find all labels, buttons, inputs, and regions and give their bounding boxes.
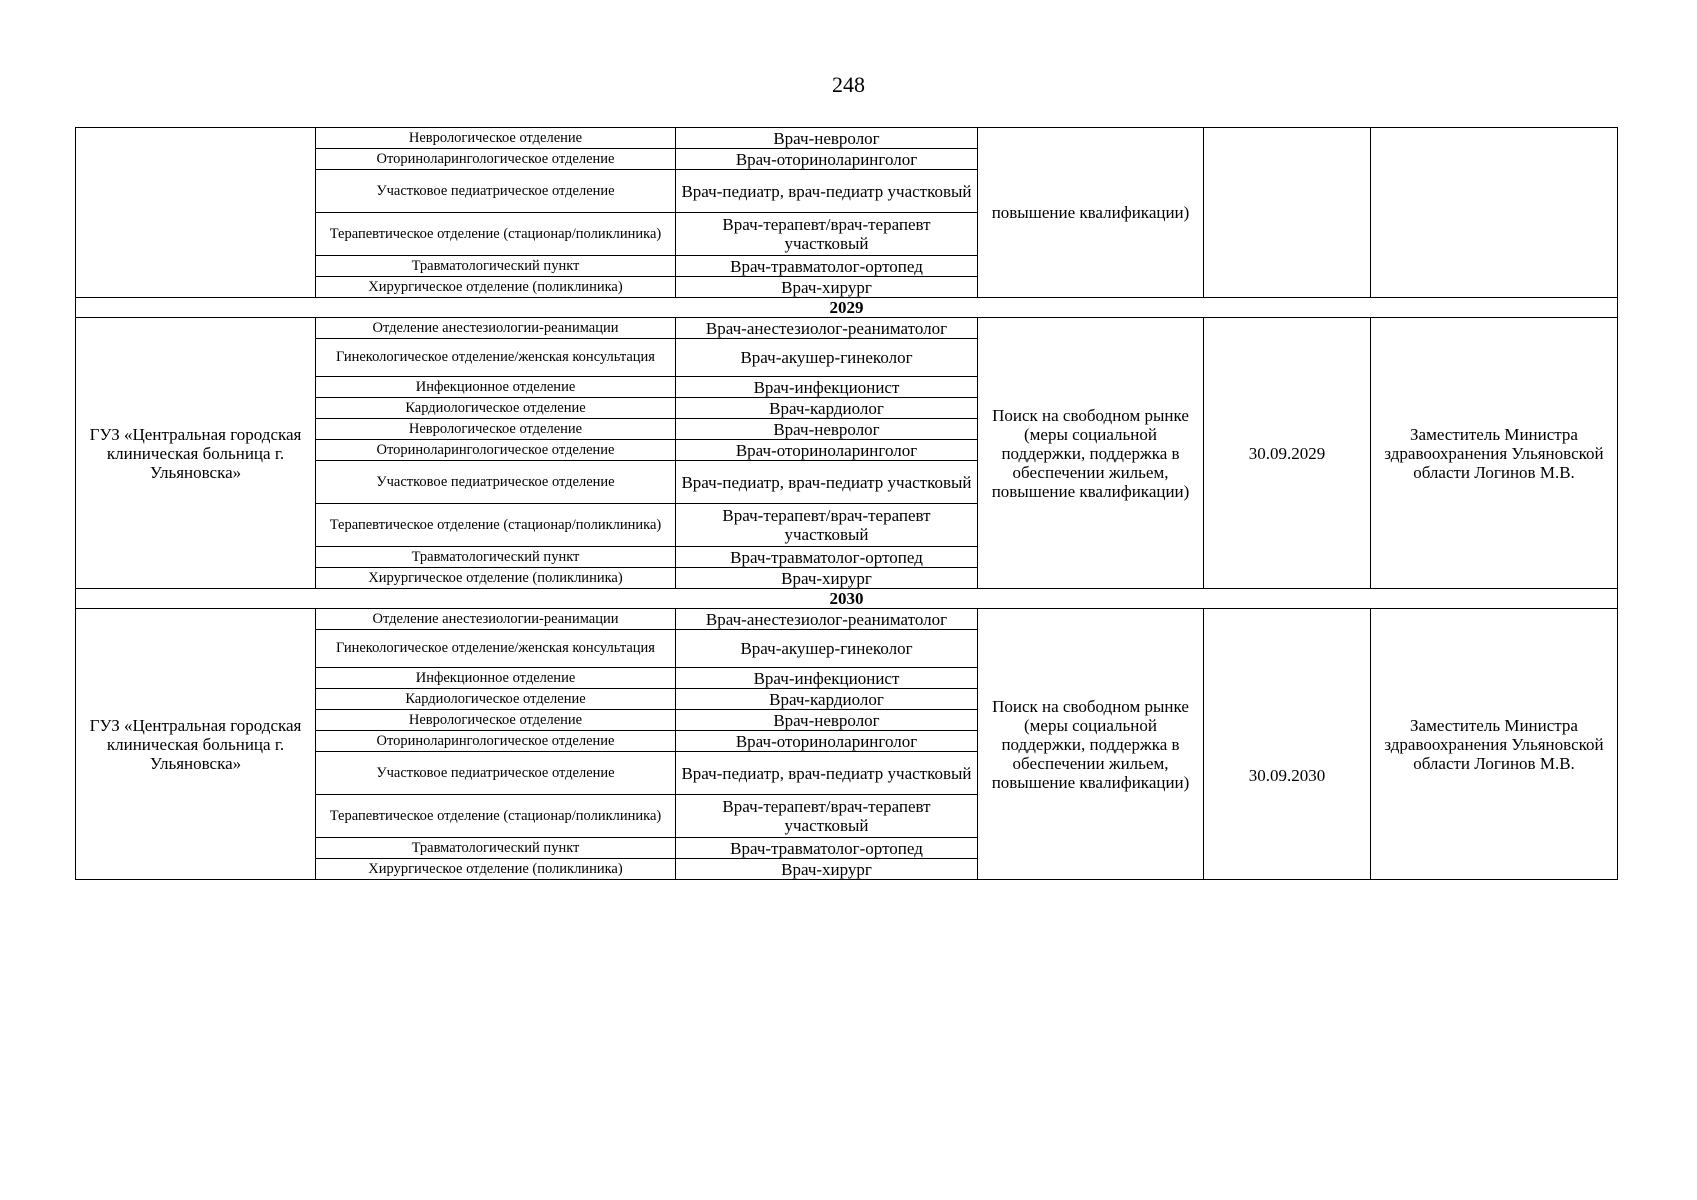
position-cell: Врач-травматолог-ортопед (676, 547, 978, 568)
department-cell: Терапевтическое отделение (стационар/поликлиника) (316, 795, 676, 838)
responsible-cell: Заместитель Министра здравоохранения Ульяновской области Логинов М.В. (1371, 318, 1618, 589)
institution-cell: ГУЗ «Центральная городская клиническая больница г. Ульяновска» (76, 318, 316, 589)
department-cell: Гинекологическое отделение/женская консультация (316, 339, 676, 377)
measures-cell: Поиск на свободном рынке (меры социальной поддержки, поддержка в обеспечении жильем, повышение квалификации) (978, 609, 1204, 880)
department-cell: Терапевтическое отделение (стационар/поликлиника) (316, 213, 676, 256)
responsible-cell: Заместитель Министра здравоохранения Ульяновской области Логинов М.В. (1371, 609, 1618, 880)
year-heading: 2029 (76, 298, 1618, 318)
position-cell: Врач-кардиолог (676, 689, 978, 710)
department-cell: Оториноларингологическое отделение (316, 149, 676, 170)
position-cell: Врач-акушер-гинеколог (676, 630, 978, 668)
department-cell: Хирургическое отделение (поликлиника) (316, 277, 676, 298)
year-row (76, 298, 1618, 318)
position-cell: Врач-педиатр, врач-педиатр участковый (676, 461, 978, 504)
deadline-cell (1204, 318, 1371, 589)
position-cell: Врач-инфекционист (676, 668, 978, 689)
measures-cell: повышение квалификации) (978, 128, 1204, 298)
position-cell: Врач-травматолог-ортопед (676, 838, 978, 859)
page-number: 248 (832, 72, 865, 97)
department-cell: Участковое педиатрическое отделение (316, 752, 676, 795)
department-cell: Неврологическое отделение (316, 128, 676, 149)
department-cell: Отделение анестезиологии-реанимации (316, 318, 676, 339)
institution-cell: ГУЗ «Центральная городская клиническая больница г. Ульяновска» (76, 609, 316, 880)
position-cell: Врач-невролог (676, 710, 978, 731)
position-cell: Врач-терапевт/врач-терапевт участковый (676, 213, 978, 256)
department-cell: Участковое педиатрическое отделение (316, 170, 676, 213)
position-cell: Врач-акушер-гинеколог (676, 339, 978, 377)
position-cell: Врач-невролог (676, 419, 978, 440)
department-cell: Кардиологическое отделение (316, 398, 676, 419)
deadline-date: 30.09.2030 (1248, 765, 1326, 785)
position-cell: Врач-оториноларинголог (676, 149, 978, 170)
responsible-cell (1371, 128, 1618, 298)
deadline-cell (1204, 609, 1371, 880)
deadline-cell (1204, 128, 1371, 298)
table-body (76, 128, 1618, 880)
measures-cell: Поиск на свободном рынке (меры социальной поддержки, поддержка в обеспечении жильем, повышение квалификации) (978, 318, 1204, 589)
department-cell: Оториноларингологическое отделение (316, 731, 676, 752)
position-cell: Врач-терапевт/врач-терапевт участковый (676, 504, 978, 547)
table-row (76, 318, 1618, 339)
table-row (76, 609, 1618, 630)
position-cell: Врач-анестезиолог-реаниматолог (676, 318, 978, 339)
department-cell: Хирургическое отделение (поликлиника) (316, 568, 676, 589)
position-cell: Врач-инфекционист (676, 377, 978, 398)
position-cell: Врач-педиатр, врач-педиатр участковый (676, 170, 978, 213)
staffing-plan-table (75, 127, 1618, 880)
department-cell: Хирургическое отделение (поликлиника) (316, 859, 676, 880)
year-row (76, 589, 1618, 609)
position-cell: Врач-кардиолог (676, 398, 978, 419)
institution-cell (76, 128, 316, 298)
position-cell: Врач-оториноларинголог (676, 440, 978, 461)
department-cell: Отделение анестезиологии-реанимации (316, 609, 676, 630)
department-cell: Терапевтическое отделение (стационар/поликлиника) (316, 504, 676, 547)
department-cell: Инфекционное отделение (316, 377, 676, 398)
department-cell: Неврологическое отделение (316, 710, 676, 731)
department-cell: Неврологическое отделение (316, 419, 676, 440)
department-cell: Кардиологическое отделение (316, 689, 676, 710)
position-cell: Врач-невролог (676, 128, 978, 149)
year-heading: 2030 (76, 589, 1618, 609)
department-cell: Инфекционное отделение (316, 668, 676, 689)
position-cell: Врач-хирург (676, 568, 978, 589)
department-cell: Оториноларингологическое отделение (316, 440, 676, 461)
department-cell: Гинекологическое отделение/женская консультация (316, 630, 676, 668)
table-row (76, 128, 1618, 149)
position-cell: Врач-оториноларинголог (676, 731, 978, 752)
deadline-date: 30.09.2029 (1248, 443, 1326, 463)
department-cell: Травматологический пункт (316, 547, 676, 568)
department-cell: Участковое педиатрическое отделение (316, 461, 676, 504)
position-cell: Врач-хирург (676, 277, 978, 298)
position-cell: Врач-анестезиолог-реаниматолог (676, 609, 978, 630)
position-cell: Врач-терапевт/врач-терапевт участковый (676, 795, 978, 838)
department-cell: Травматологический пункт (316, 838, 676, 859)
position-cell: Врач-хирург (676, 859, 978, 880)
position-cell: Врач-травматолог-ортопед (676, 256, 978, 277)
position-cell: Врач-педиатр, врач-педиатр участковый (676, 752, 978, 795)
department-cell: Травматологический пункт (316, 256, 676, 277)
